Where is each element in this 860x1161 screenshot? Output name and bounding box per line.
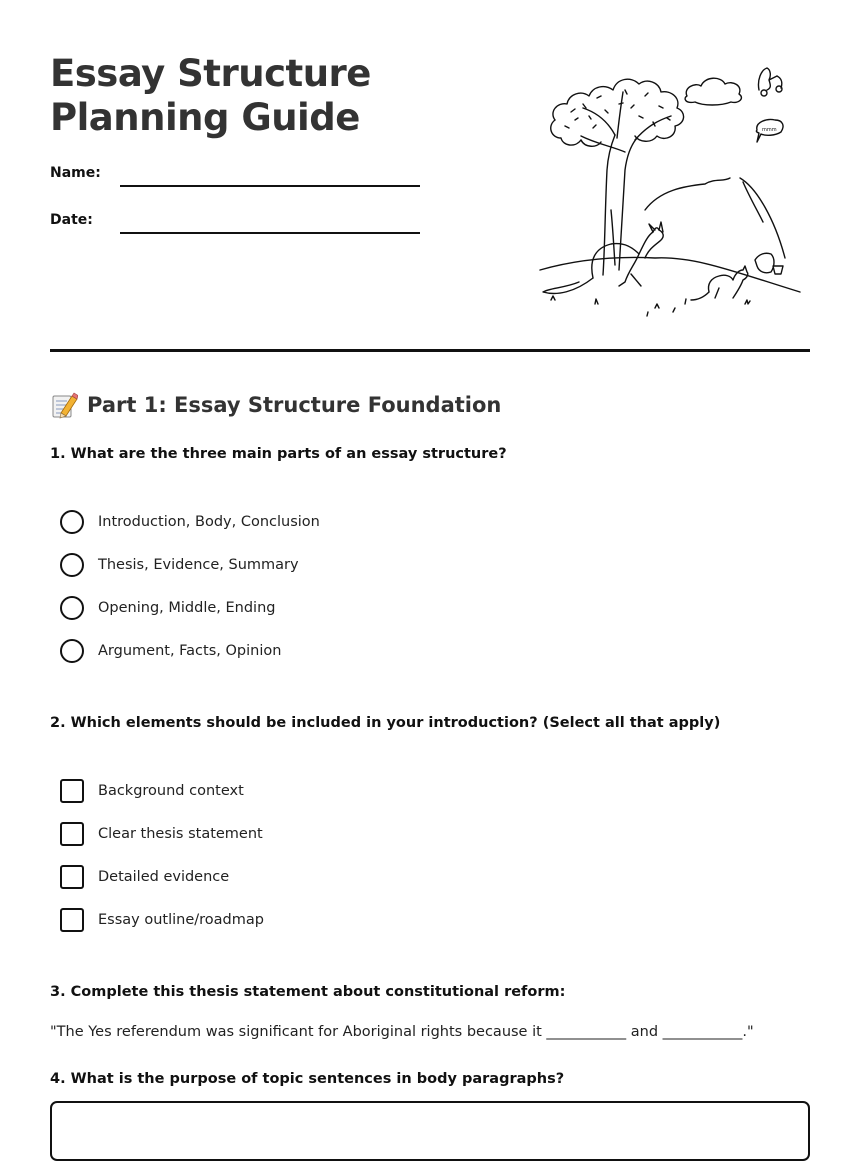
q1-option-2-label: Thesis, Evidence, Summary (98, 557, 299, 573)
q1-option-1-label: Introduction, Body, Conclusion (98, 514, 320, 530)
q1-option-4[interactable] (60, 639, 281, 663)
question-3: 3. Complete this thesis statement about constitutional reform: (50, 984, 566, 1000)
thesis-fill-in-sentence[interactable]: "The Yes referendum was significant for Aboriginal rights because it ___________ and ___________." (50, 1024, 754, 1040)
q4-answer-box[interactable] (50, 1101, 810, 1161)
speech-bubble-text: mmm (762, 127, 777, 133)
date-input-line[interactable] (120, 232, 420, 234)
question-2: 2. Which elements should be included in your introduction? (Select all that apply) (50, 715, 721, 731)
section-divider (50, 349, 810, 352)
question-4: 4. What is the purpose of topic sentences in body paragraphs? (50, 1071, 565, 1087)
checkbox[interactable] (60, 779, 84, 803)
q1-option-3-label: Opening, Middle, Ending (98, 600, 276, 616)
page-title-line-2: Planning Guide (50, 96, 360, 139)
q2-option-1-label: Background context (98, 783, 244, 799)
name-input-line[interactable] (120, 185, 420, 187)
q1-option-4-label: Argument, Facts, Opinion (98, 643, 282, 659)
q1-option-2[interactable] (60, 553, 299, 577)
memo-pencil-icon (50, 391, 78, 419)
q2-option-4[interactable] (60, 908, 264, 932)
q2-option-2-label: Clear thesis statement (98, 826, 263, 842)
q2-option-4-label: Essay outline/roadmap (98, 912, 264, 928)
radio-button[interactable] (60, 596, 84, 620)
date-label: Date: (50, 212, 93, 228)
checkbox[interactable] (60, 822, 84, 846)
page-title (50, 52, 371, 140)
q2-option-2[interactable] (60, 822, 263, 846)
question-1: 1. What are the three main parts of an essay structure? (50, 446, 507, 462)
date-field[interactable] (50, 212, 420, 242)
q2-option-3-label: Detailed evidence (98, 869, 230, 885)
radio-button[interactable] (60, 639, 84, 663)
radio-button[interactable] (60, 553, 84, 577)
part1-heading (50, 390, 501, 420)
page-title-line-1: Essay Structure (50, 52, 371, 95)
part1-heading-text: Part 1: Essay Structure Foundation (87, 393, 502, 417)
name-field[interactable] (50, 165, 420, 195)
tree-kangaroo-illustration (535, 60, 805, 320)
name-label: Name: (50, 165, 101, 181)
q2-option-3[interactable] (60, 865, 229, 889)
checkbox[interactable] (60, 865, 84, 889)
radio-button[interactable] (60, 510, 84, 534)
q1-option-1[interactable] (60, 510, 320, 534)
q1-option-3[interactable] (60, 596, 275, 620)
checkbox[interactable] (60, 908, 84, 932)
q2-option-1[interactable] (60, 779, 244, 803)
